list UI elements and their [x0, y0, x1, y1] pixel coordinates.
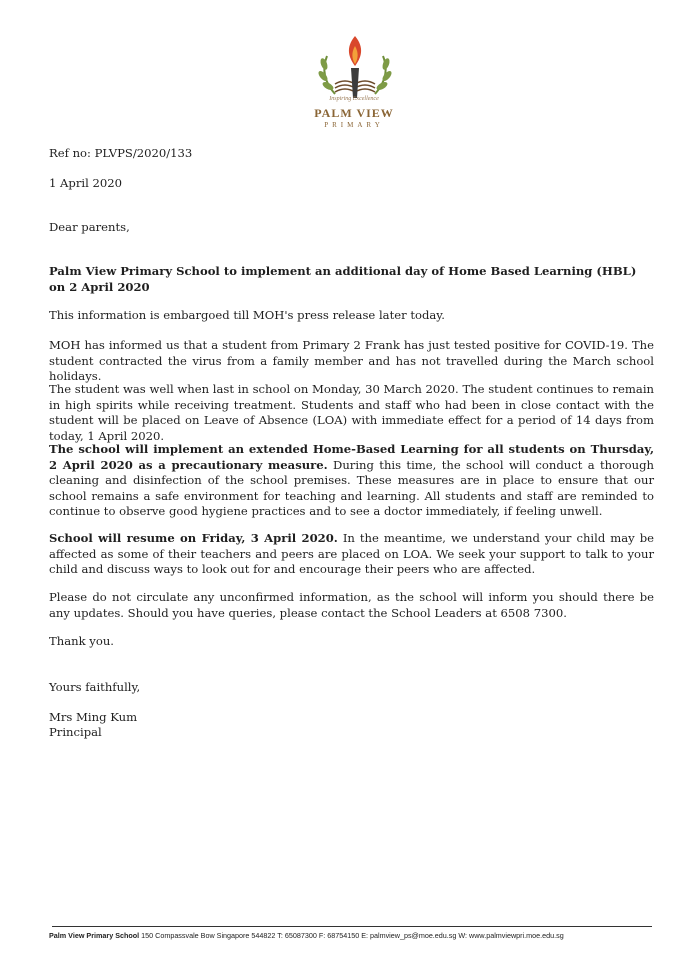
footer-school-name: Palm View Primary School	[49, 931, 140, 940]
paragraph-queries: Please do not circulate any unconfirmed information, as the school will inform you should there be any updates. Should you have queries, please contact the School Leaders at 6508 7300.	[49, 590, 654, 620]
torch-icon	[351, 68, 359, 98]
hbl-announcement: The school will implement an extended Home-Based Learning for all students on Thursday, 2 April 2020 as a precautionary measure.	[49, 442, 654, 472]
flame-icon	[349, 36, 361, 66]
paragraph-resume	[49, 531, 654, 578]
signatory-title: Principal	[49, 725, 102, 739]
paragraph-case-info: MOH has informed us that a student from Primary 2 Frank has just tested positive for COVID-19. The student contracted the virus from a family member and has not travelled during the March school holidays.	[49, 338, 654, 383]
signatory-name: Mrs Ming Kum	[49, 710, 138, 724]
letter-date: 1 April 2020	[49, 176, 123, 190]
logo-subtitle: PRIMARY	[324, 121, 384, 129]
logo-tagline: Inspiring Excellence	[329, 96, 379, 102]
resume-details: In the meantime, we understand your child may be affected as some of their teachers and peers are placed on LOA. We seek your support to talk to your child and discuss ways to look out for and encourage their peers who are affected.	[49, 531, 655, 576]
thanks: Thank you.	[49, 634, 114, 648]
paragraph-student-status: The student was well when last in school on Monday, 30 March 2020. The student continues to remain in high spirits while receiving treatment. Students and staff who had been in close contact with the student will be placed on Leave of Absence (LOA) with immediate effect for a period of 14 days from today, 1 April 2020.	[49, 382, 654, 443]
resume-announcement: School will resume on Friday, 3 April 2020.	[49, 531, 338, 545]
hbl-details: During this time, the school will conduct a thorough cleaning and disinfection of the school premises. These measures are in place to ensure that our school remains a safe environment for teaching and learning. All students and staff are reminded to continue to observe good hygiene practices and to see a doctor immediately, if feeling unwell.	[49, 457, 654, 518]
embargo-notice: This information is embargoed till MOH's press release later today.	[49, 308, 445, 322]
letter-subject: Palm View Primary School to implement an additional day of Home Based Learning (HBL) on 2 April 2020	[49, 264, 637, 294]
footer-contact-details: 150 Compassvale Bow Singapore 544822 T: 65087300 F: 68754150 E: palmview_ps@moe.edu.sg W: www.palmviewpri.moe.edu.sg	[139, 931, 564, 940]
reference-number: Ref no: PLVPS/2020/133	[49, 146, 193, 160]
paragraph-hbl	[49, 442, 654, 520]
footer-divider	[52, 926, 652, 927]
logo-name: PALM VIEW	[314, 106, 394, 120]
salutation: Dear parents,	[49, 220, 130, 234]
footer	[49, 931, 659, 940]
closing: Yours faithfully,	[49, 680, 141, 694]
